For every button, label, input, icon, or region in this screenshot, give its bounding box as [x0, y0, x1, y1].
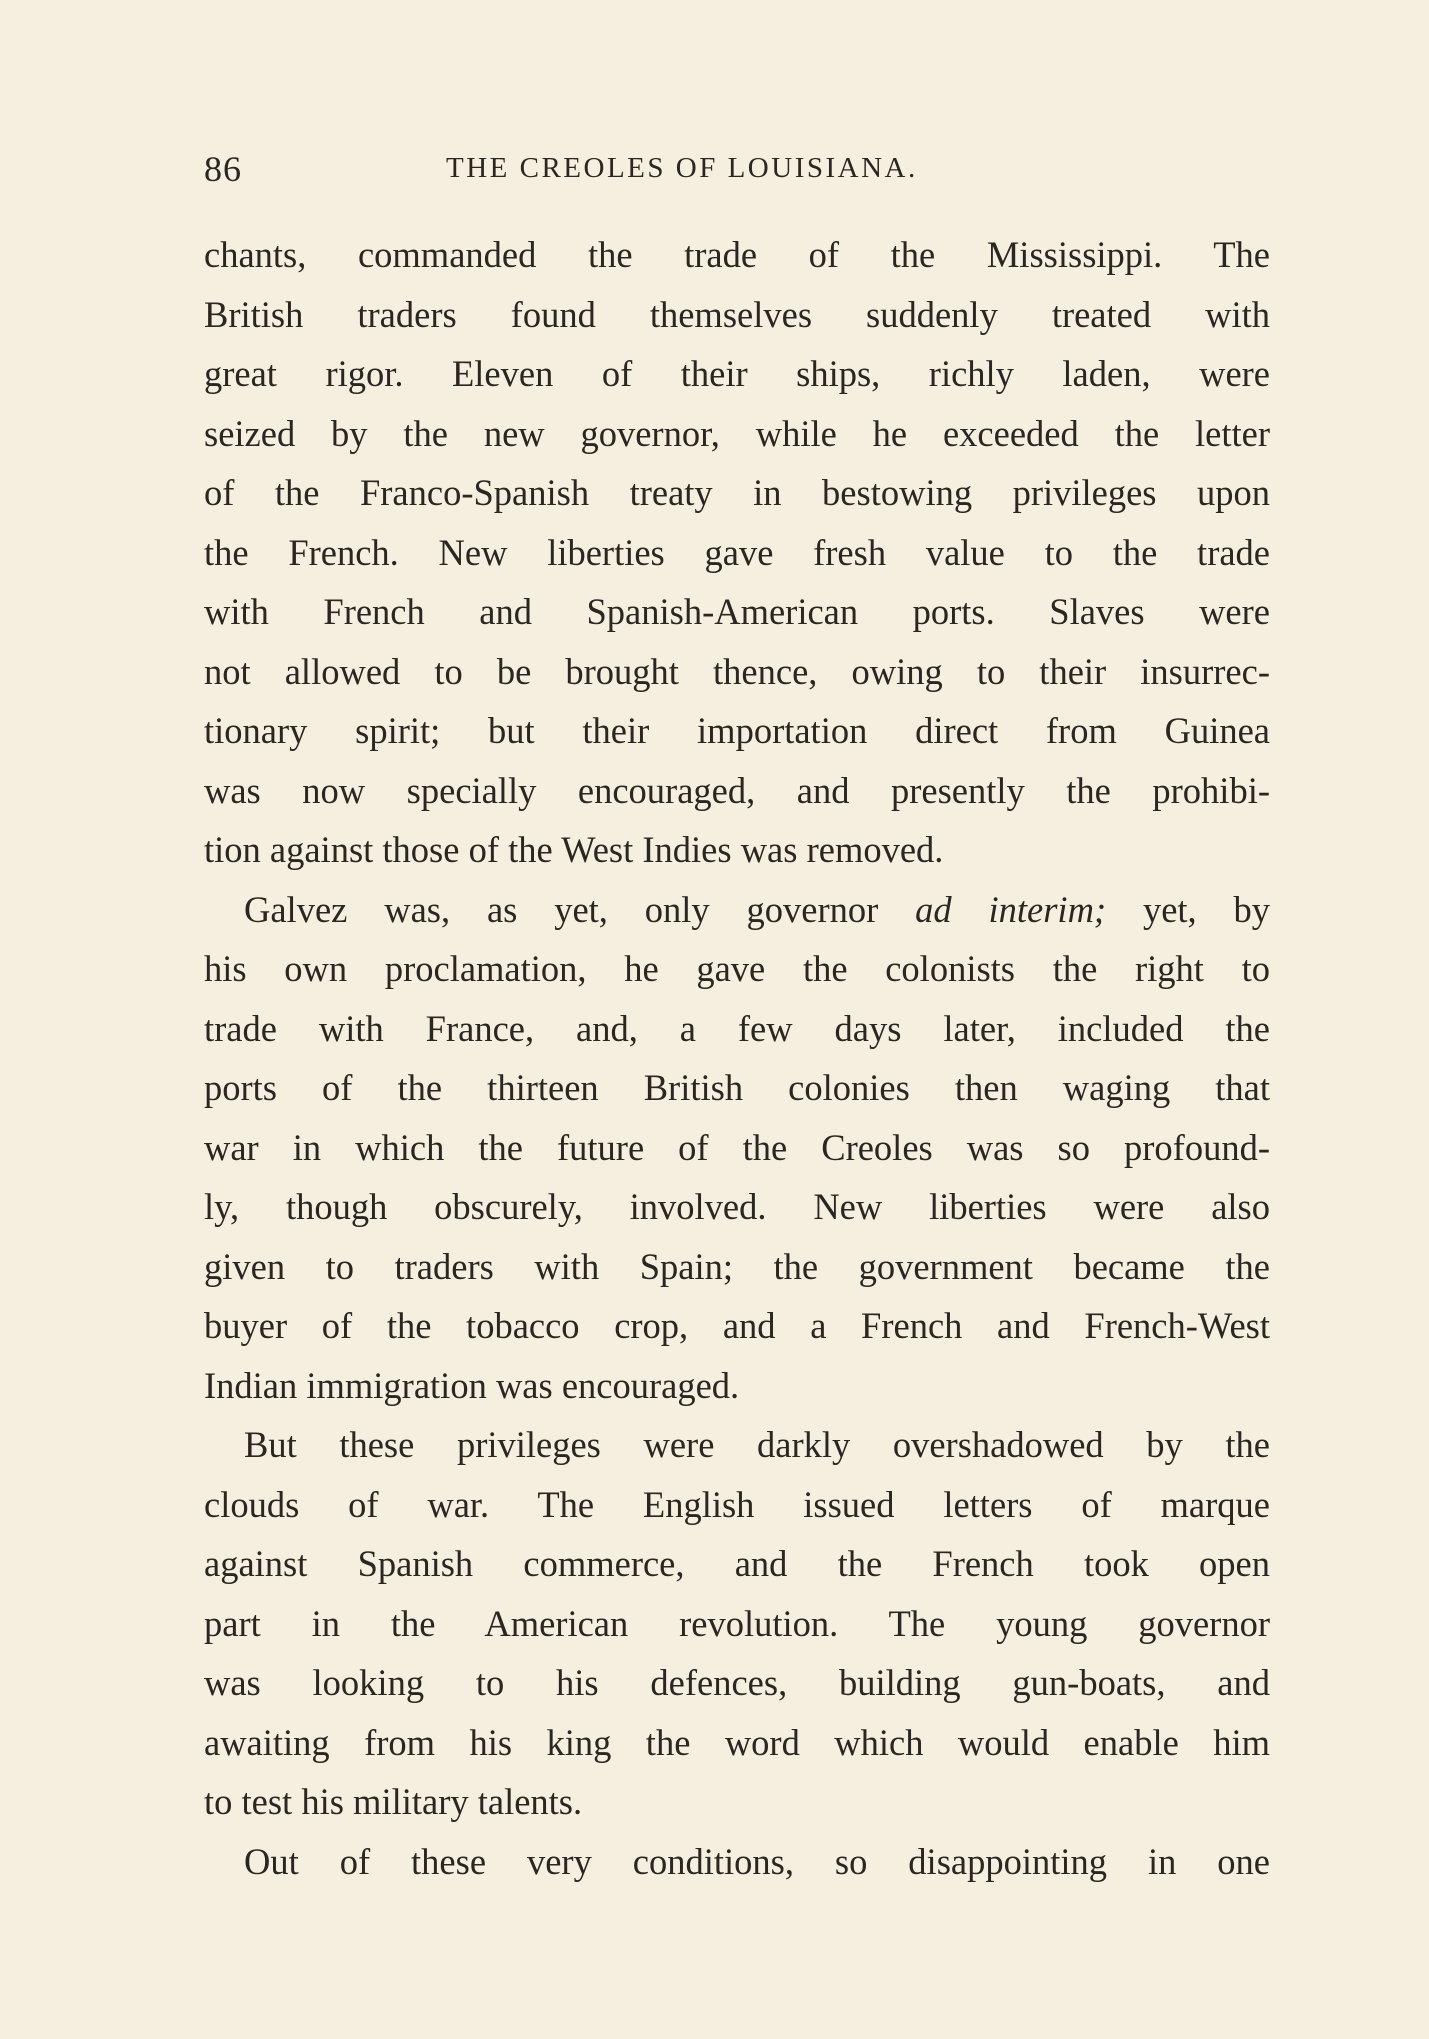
text-line: tion against those of the West Indies was removed.	[204, 829, 944, 870]
text-line: given to traders with Spain; the government became the	[204, 1245, 1270, 1287]
paragraph-start-line: But these privileges were darkly overshadowed by the	[244, 1424, 1270, 1465]
text-line: ly, though obscurely, involved. New liberties were also	[204, 1186, 1270, 1227]
text-line: was now specially encouraged, and presently the prohibi-	[204, 769, 1270, 811]
text-run: Galvez was, as yet, only governor	[244, 888, 916, 930]
text-line: with French and Spanish-American ports. Slaves were	[204, 591, 1270, 632]
text-run: yet, by	[1106, 888, 1271, 930]
text-line: Indian immigration was encouraged.	[204, 1364, 740, 1406]
text-line: to test his military talents.	[204, 1781, 583, 1822]
text-line: British traders found themselves suddenly treated with	[204, 293, 1270, 335]
text-line: ports of the thirteen British colonies then waging that	[204, 1067, 1270, 1108]
text-line: not allowed to be brought thence, owing to their insurrec-	[204, 650, 1270, 692]
text-line: awaiting from his king the word which would enable him	[204, 1721, 1270, 1763]
text-line: clouds of war. The English issued letters of marque	[204, 1483, 1270, 1525]
text-line: war in which the future of the Creoles was so profound-	[204, 1126, 1270, 1168]
text-line: tionary spirit; but their importation direct from Guinea	[204, 710, 1270, 751]
text-line: the French. New liberties gave fresh value to the trade	[204, 531, 1270, 573]
italic-phrase: ad interim;	[915, 888, 1107, 930]
text-line: buyer of the tobacco crop, and a French and French-West	[204, 1305, 1270, 1346]
text-line: seized by the new governor, while he exceeded the letter	[204, 412, 1270, 454]
body-text	[204, 225, 1270, 1891]
running-title: THE CREOLES OF LOUISIANA.	[446, 152, 918, 184]
text-line: great rigor. Eleven of their ships, richly laden, were	[204, 353, 1270, 394]
text-line: chants, commanded the trade of the Mississippi. The	[204, 234, 1270, 275]
text-line: his own proclamation, he gave the colonists the right to	[204, 948, 1270, 989]
paragraph-start-line	[204, 880, 1270, 940]
text-line: of the Franco-Spanish treaty in bestowing privileges upon	[204, 472, 1270, 513]
text-line: against Spanish commerce, and the French took open	[204, 1543, 1270, 1584]
paragraph-start-line: Out of these very conditions, so disappointing in one	[244, 1840, 1270, 1882]
text-line: trade with France, and, a few days later, included the	[204, 1007, 1270, 1049]
text-line: part in the American revolution. The young governor	[204, 1602, 1270, 1644]
page-number: 86	[204, 149, 242, 189]
text-line: was looking to his defences, building gun-boats, and	[204, 1662, 1270, 1703]
page-header	[204, 148, 1274, 198]
